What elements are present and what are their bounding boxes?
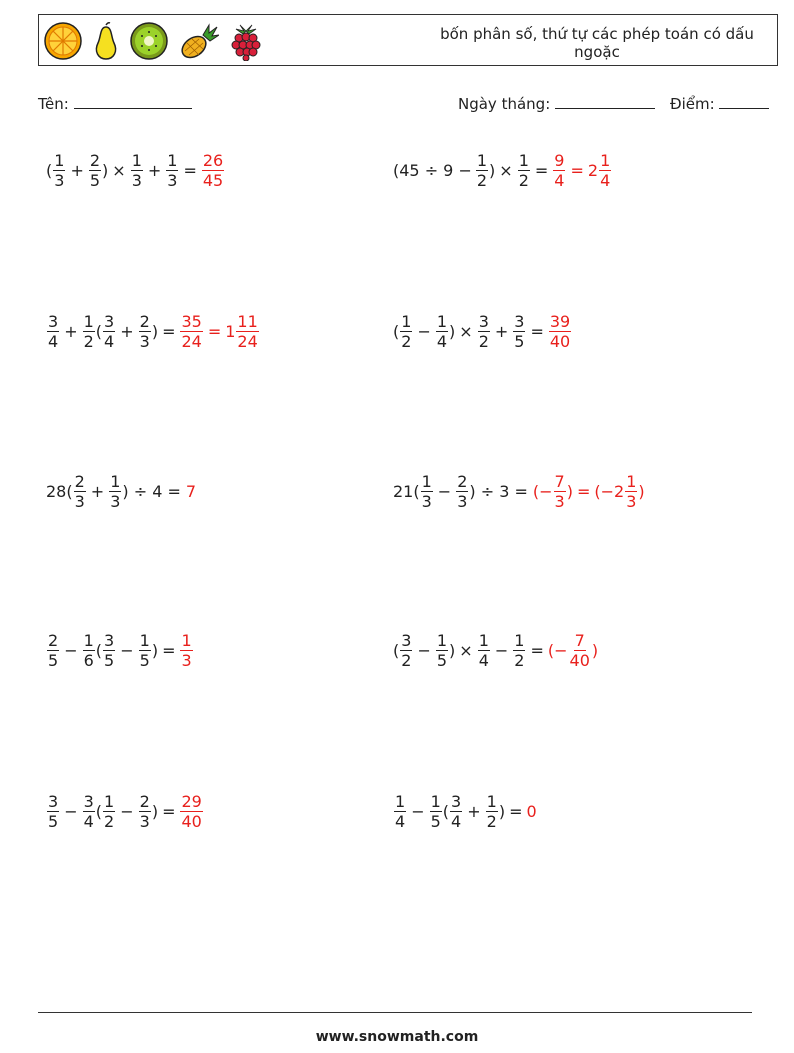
math-symbol: (: [442, 801, 450, 821]
answer-numerator: 26: [202, 150, 224, 170]
denominator: 4: [48, 331, 59, 351]
raspberry-icon: [227, 21, 265, 61]
problem-7: [46, 623, 194, 677]
denominator: 3: [139, 811, 150, 831]
denominator: 5: [48, 650, 59, 670]
fraction: [53, 151, 65, 190]
numerator: 1: [421, 471, 432, 491]
denominator: 2: [476, 170, 488, 190]
fraction: [131, 151, 143, 190]
math-symbol: =: [509, 801, 523, 821]
numerator: 1: [430, 791, 441, 811]
pear-icon: [91, 21, 121, 61]
problem-2: [393, 143, 612, 197]
footer-url[interactable]: www.snowmath.com: [315, 1029, 479, 1045]
problem-10: [393, 784, 537, 838]
denominator: 4: [436, 331, 448, 351]
denominator: 3: [167, 170, 178, 190]
denominator: 4: [600, 170, 611, 190]
math-symbol: ×: [499, 160, 513, 180]
fraction: [109, 472, 121, 511]
math-symbol: =: [530, 640, 544, 660]
numerator: 2: [89, 150, 101, 170]
denominator: 2: [486, 811, 497, 831]
fraction: [518, 151, 530, 190]
math-symbol: 28(: [46, 481, 73, 501]
answer: [180, 312, 202, 351]
fraction: [166, 151, 178, 190]
fraction: [450, 792, 462, 831]
answer-numerator: 7: [554, 471, 565, 491]
math-symbol: (: [95, 801, 103, 821]
fraction: [47, 631, 59, 670]
problem-6: [393, 464, 645, 518]
fraction: [436, 631, 448, 670]
math-symbol: ): [151, 801, 159, 821]
math-symbol: −: [120, 640, 134, 660]
denominator: 4: [104, 331, 115, 351]
fraction: [83, 631, 95, 670]
fraction: [456, 472, 468, 511]
answer-numerator: 9: [554, 150, 565, 170]
fraction: [394, 792, 406, 831]
answer: [202, 151, 224, 190]
numerator: 1: [395, 791, 406, 811]
problem-4: [393, 304, 572, 358]
answer: 0: [526, 801, 537, 821]
math-symbol: +: [64, 321, 78, 341]
denominator: 2: [518, 170, 529, 190]
answer-numerator: 7: [574, 630, 585, 650]
numerator: 3: [48, 791, 59, 811]
numerator: 1: [476, 150, 488, 170]
math-symbol: ): [566, 481, 573, 501]
fraction: [400, 312, 412, 351]
denominator: 5: [139, 650, 150, 670]
denominator: 3: [74, 491, 85, 511]
math-symbol: ): [449, 321, 456, 341]
math-symbol: (−: [547, 640, 568, 660]
answer-denominator: 3: [181, 650, 192, 670]
name-line[interactable]: [74, 94, 192, 109]
numerator: 3: [104, 630, 115, 650]
numerator: 11: [237, 311, 258, 331]
math-symbol: ): [591, 640, 599, 660]
math-symbol: +: [70, 160, 84, 180]
numerator: 2: [457, 471, 468, 491]
answer-numerator: 39: [549, 311, 571, 331]
date-field: Ngày tháng:: [458, 94, 655, 113]
math-symbol: −: [120, 801, 134, 821]
numerator: 1: [139, 630, 150, 650]
answer: 7: [185, 481, 197, 501]
numerator: 3: [48, 311, 59, 331]
math-symbol: =: [207, 321, 222, 341]
math-symbol: 21(: [393, 481, 420, 501]
math-symbol: ): [498, 801, 506, 821]
orange-icon: [43, 21, 83, 61]
fraction: [421, 472, 433, 511]
answer: [180, 631, 192, 670]
math-symbol: ×: [459, 640, 473, 660]
numerator: 1: [600, 150, 611, 170]
answer-numerator: 29: [181, 791, 202, 811]
fraction: [83, 312, 95, 351]
denominator: 3: [421, 491, 432, 511]
answer-denominator: 40: [549, 331, 571, 351]
answer-denominator: 40: [181, 811, 202, 831]
math-symbol: −: [437, 481, 452, 501]
math-symbol: −: [417, 640, 431, 660]
answer-denominator: 3: [554, 491, 565, 511]
math-symbol: +: [494, 321, 509, 341]
math-symbol: =: [162, 640, 176, 660]
numerator: 3: [478, 311, 489, 331]
math-symbol: =: [183, 160, 197, 180]
math-symbol: =: [570, 160, 584, 180]
numerator: 1: [131, 150, 142, 170]
math-symbol: −: [417, 321, 431, 341]
numerator: 3: [451, 791, 462, 811]
math-symbol: −: [494, 640, 509, 660]
answer: [554, 472, 566, 511]
denominator: 6: [83, 650, 94, 670]
numerator: 1: [104, 791, 115, 811]
math-symbol: (: [594, 481, 601, 501]
denominator: 2: [514, 650, 525, 670]
numerator: 2: [139, 791, 150, 811]
fraction: [599, 151, 611, 190]
denominator: 4: [478, 650, 489, 670]
denominator: 5: [436, 650, 448, 670]
math-symbol: −2: [600, 481, 625, 501]
math-symbol: =: [576, 481, 591, 501]
math-symbol: =: [162, 801, 176, 821]
fraction: [139, 312, 151, 351]
fraction: [103, 312, 115, 351]
denominator: 5: [89, 170, 101, 190]
math-symbol: ): [151, 640, 159, 660]
fraction: [430, 792, 442, 831]
denominator: 2: [401, 331, 412, 351]
numerator: 1: [401, 311, 412, 331]
answer: [549, 312, 571, 351]
score-line[interactable]: [719, 94, 769, 109]
fraction: [478, 631, 490, 670]
problem-1: [46, 143, 225, 197]
denominator: 2: [401, 650, 412, 670]
answer-denominator: 40: [569, 650, 590, 670]
answer-denominator: 45: [202, 170, 224, 190]
fraction: [236, 312, 258, 351]
math-symbol: (: [46, 160, 53, 180]
answer: [180, 792, 202, 831]
kiwi-icon: [129, 21, 169, 61]
denominator: 4: [395, 811, 406, 831]
math-symbol: ): [102, 160, 109, 180]
math-symbol: (: [95, 640, 103, 660]
numerator: 3: [401, 630, 412, 650]
answer: [569, 631, 591, 670]
math-symbol: +: [90, 481, 105, 501]
math-symbol: ) ÷ 4 =: [122, 481, 181, 501]
math-symbol: ): [449, 640, 456, 660]
answer-denominator: 4: [554, 170, 565, 190]
fraction: [103, 631, 115, 670]
fraction: [89, 151, 101, 190]
numerator: 3: [83, 791, 94, 811]
denominator: 3: [139, 331, 150, 351]
math-symbol: +: [147, 160, 162, 180]
fraction: [476, 151, 488, 190]
denominator: 2: [478, 331, 489, 351]
math-symbol: ): [638, 481, 645, 501]
answer-denominator: 24: [181, 331, 202, 351]
numerator: 1: [167, 150, 178, 170]
answer-numerator: 35: [181, 311, 202, 331]
fraction: [513, 312, 525, 351]
math-symbol: (45 ÷ 9 −: [393, 160, 472, 180]
fraction: [486, 792, 498, 831]
numerator: 1: [436, 630, 448, 650]
answer: [553, 151, 565, 190]
math-symbol: +: [120, 321, 134, 341]
denominator: 3: [457, 491, 468, 511]
math-symbol: (: [95, 321, 103, 341]
math-symbol: −: [64, 640, 78, 660]
denominator: 3: [54, 170, 65, 190]
math-symbol: ): [151, 321, 159, 341]
math-symbol: ): [489, 160, 496, 180]
fraction: [139, 631, 151, 670]
fraction: [478, 312, 490, 351]
fraction: [436, 312, 448, 351]
numerator: 2: [139, 311, 150, 331]
pineapple-icon: [177, 21, 219, 61]
fraction: [139, 792, 151, 831]
denominator: 4: [451, 811, 462, 831]
problem-8: [393, 623, 598, 677]
date-line[interactable]: [555, 94, 655, 109]
math-symbol: =: [162, 321, 176, 341]
math-symbol: (: [393, 640, 400, 660]
score-field: Điểm:: [670, 94, 769, 113]
denominator: 5: [104, 650, 115, 670]
math-symbol: 2: [587, 160, 599, 180]
numerator: 2: [48, 630, 59, 650]
denominator: 2: [83, 331, 94, 351]
numerator: 1: [110, 471, 121, 491]
math-symbol: =: [534, 160, 549, 180]
math-symbol: −: [64, 801, 78, 821]
fraction: [513, 631, 525, 670]
math-symbol: ×: [112, 160, 126, 180]
footer-divider: [38, 1012, 752, 1013]
math-symbol: (: [393, 321, 400, 341]
numerator: 2: [74, 471, 85, 491]
problem-5: [46, 464, 196, 518]
fraction: [103, 792, 115, 831]
numerator: 3: [104, 311, 115, 331]
numerator: 1: [83, 630, 94, 650]
problem-3: [46, 304, 260, 358]
problem-9: [46, 784, 204, 838]
fraction: [47, 312, 59, 351]
numerator: 1: [486, 791, 497, 811]
fraction: [74, 472, 86, 511]
header-box: [38, 14, 778, 66]
math-symbol: (−: [532, 481, 553, 501]
numerator: 3: [514, 311, 525, 331]
denominator: 24: [237, 331, 258, 351]
math-symbol: ×: [459, 321, 473, 341]
fraction: [400, 631, 412, 670]
denominator: 3: [110, 491, 121, 511]
math-symbol: ) ÷ 3 =: [469, 481, 528, 501]
numerator: 1: [514, 630, 525, 650]
denominator: 3: [626, 491, 637, 511]
numerator: 1: [518, 150, 529, 170]
numerator: 1: [54, 150, 65, 170]
numerator: 1: [478, 630, 489, 650]
math-symbol: 1: [225, 321, 236, 341]
denominator: 2: [104, 811, 115, 831]
numerator: 1: [83, 311, 94, 331]
denominator: 5: [514, 331, 525, 351]
math-symbol: +: [467, 801, 481, 821]
math-symbol: −: [411, 801, 425, 821]
fraction: [47, 792, 59, 831]
fraction: [625, 472, 637, 511]
denominator: 5: [48, 811, 59, 831]
worksheet-title: bốn phân số, thứ tự các phép toán có dấu ngoặc: [440, 25, 754, 61]
numerator: 1: [626, 471, 637, 491]
fraction: [83, 792, 95, 831]
numerator: 1: [436, 311, 448, 331]
math-symbol: =: [530, 321, 544, 341]
denominator: 4: [83, 811, 94, 831]
answer-numerator: 1: [181, 630, 192, 650]
denominator: 5: [430, 811, 441, 831]
denominator: 3: [131, 170, 142, 190]
name-field: Tên:: [38, 94, 192, 113]
fruit-icons: [43, 19, 265, 63]
